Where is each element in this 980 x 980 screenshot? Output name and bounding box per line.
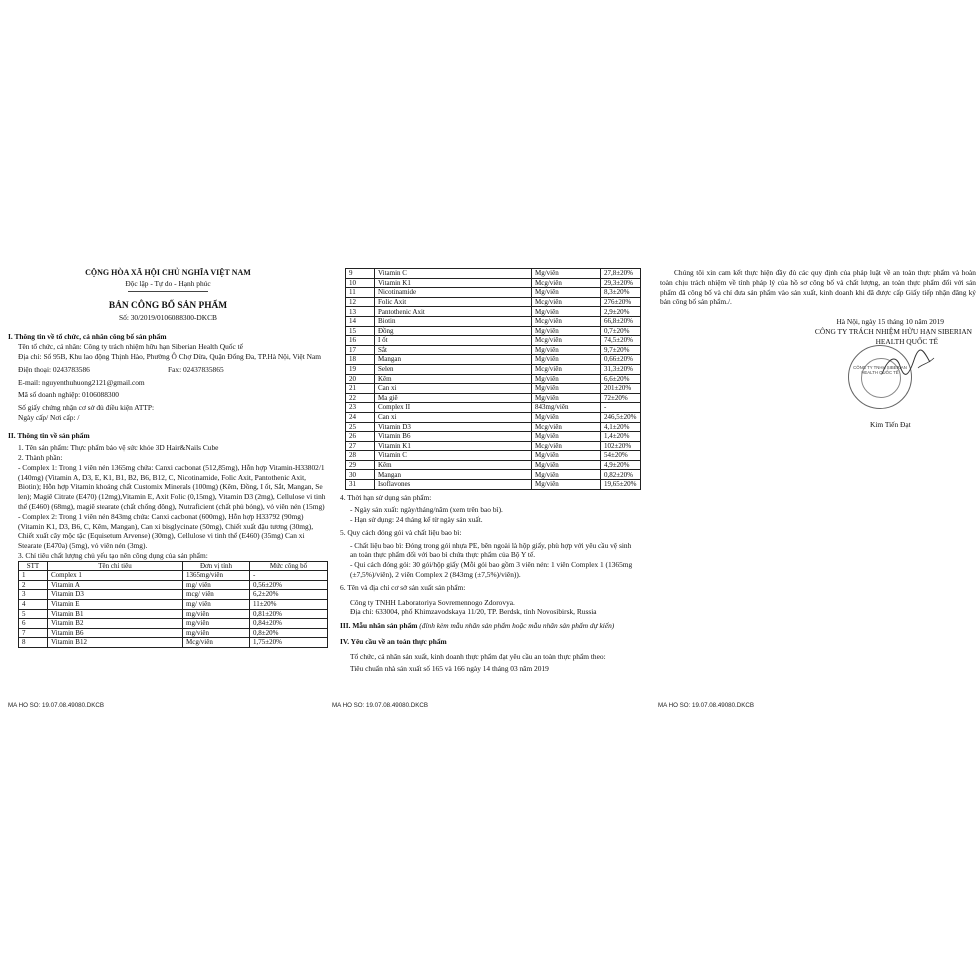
cell: Complex II [375, 403, 532, 413]
cell: Vitamin B6 [48, 628, 183, 638]
table-row [19, 571, 328, 581]
table-header: Mức công bố [250, 561, 328, 571]
cell: Mg/viên [532, 412, 601, 422]
table-row [346, 451, 641, 461]
shelf-life-1: - Ngày sản xuất: ngày/tháng/năm (xem trên bao bì). [350, 505, 503, 515]
cell: Mg/viên [532, 451, 601, 461]
cell: 276±20% [601, 297, 641, 307]
cell: 0,82±20% [601, 470, 641, 480]
cell: Folic Axit [375, 297, 532, 307]
table-row [346, 326, 641, 336]
cell: 12 [346, 297, 375, 307]
cell: Pantothenic Axit [375, 307, 532, 317]
cell: 14 [346, 316, 375, 326]
cell: Vitamin B6 [375, 432, 532, 442]
cell: 5 [19, 609, 48, 619]
cell: 23 [346, 403, 375, 413]
cell: 0,56±20% [250, 580, 328, 590]
table-row [19, 599, 328, 609]
cell: 9 [346, 269, 375, 279]
table-row [346, 316, 641, 326]
cell: Selen [375, 364, 532, 374]
page-1-footer: MA HO SO: 19.07.08.49080.DKCB [8, 702, 104, 709]
cell: 22 [346, 393, 375, 403]
cell: 6 [19, 619, 48, 629]
cell: 1,4±20% [601, 432, 641, 442]
cell: 30 [346, 470, 375, 480]
republic-header: CỘNG HÒA XÃ HỘI CHỦ NGHĨA VIỆT NAM [85, 268, 251, 277]
cell: 28 [346, 451, 375, 461]
cell: Mangan [375, 470, 532, 480]
email: E-mail: nguyenthuhuong2121@gmail.com [18, 377, 145, 387]
cell: 8,3±20% [601, 288, 641, 298]
cell: Mcg/viên [183, 638, 250, 648]
cell: Vitamin E [48, 599, 183, 609]
cell: 15 [346, 326, 375, 336]
certificate-date: Ngày cấp/ Nơi cấp: / [18, 412, 80, 422]
product-name: 1. Tên sản phẩm: Thực phẩm bảo vệ sức khỏe 3D Hair&Nails Cube [18, 443, 219, 453]
cell: Mg/viên [532, 307, 601, 317]
cell: mg/ viên [183, 599, 250, 609]
cell: 6,2±20% [250, 590, 328, 600]
cell: 27,8±20% [601, 269, 641, 279]
cell: - [250, 571, 328, 581]
table-row [346, 278, 641, 288]
cell: 1365mg/viên [183, 571, 250, 581]
cell: 9,7±20% [601, 345, 641, 355]
cell: Ma giê [375, 393, 532, 403]
cell: Mg/viên [532, 393, 601, 403]
cell: Đồng [375, 326, 532, 336]
cell: Mg/viên [532, 384, 601, 394]
cell: Mg/viên [532, 432, 601, 442]
table-row [346, 393, 641, 403]
table-header: Tên chỉ tiêu [48, 561, 183, 571]
company-line-1: CÔNG TY TRÁCH NHIỆM HỮU HẠN SIBERIAN [814, 326, 972, 336]
phone: Điện thoại: 0243783586 [18, 364, 90, 374]
page-3-footer: MA HO SO: 19.07.08.49080.DKCB [658, 702, 754, 709]
cell: 29,3±20% [601, 278, 641, 288]
cell: Vitamin K1 [375, 278, 532, 288]
cell: 16 [346, 336, 375, 346]
cell: 24 [346, 412, 375, 422]
cell: 72±20% [601, 393, 641, 403]
cell: Can xi [375, 384, 532, 394]
cell: 102±20% [601, 441, 641, 451]
complex-2-text: - Complex 2: Trong 1 viên nén 843mg chứa: Canxi cacbonat (600mg), Hỗn hợp H33792 (90mg) (Vitamin K1, D3, B6, C, Kẽm, Mangan), Can xi bisglycinate (50mg), Chiết xuất đậu tương (30mg), Chiết xuất cây mộc tặc (Equisetum Arvense) (30mg), Cellulose vi tinh thể (E460) (35mg) Can xi Stearate (E470a) (5mg), vỏ viên nén (3mg). [18, 511, 314, 551]
page-title: BẢN CÔNG BỐ SẢN PHẨM [108, 301, 228, 312]
cell: 4,9±20% [601, 460, 641, 470]
certificate: Số giấy chứng nhận cơ sở đủ điều kiện ATTP: [18, 403, 155, 413]
cell: 8 [19, 638, 48, 648]
cell: 3 [19, 590, 48, 600]
manufacturer-name: Công ty TNHH Laboratoriya Sovremennogo Zdorovya. [350, 597, 515, 607]
table-row [346, 336, 641, 346]
cell: Vitamin B12 [48, 638, 183, 648]
cell: 74,5±20% [601, 336, 641, 346]
cell: I ốt [375, 336, 532, 346]
quality-table [18, 561, 328, 648]
cell: Sắt [375, 345, 532, 355]
cell: Vitamin A [48, 580, 183, 590]
cell: Complex 1 [48, 571, 183, 581]
cell: 27 [346, 441, 375, 451]
table-row [346, 345, 641, 355]
cell: 0,66±20% [601, 355, 641, 365]
section-2-title: II. Thông tin về sản phẩm [8, 430, 90, 440]
cell: 11 [346, 288, 375, 298]
page-1 [8, 268, 328, 648]
cell: 2 [19, 580, 48, 590]
fax: Fax: 02437835865 [168, 364, 224, 374]
contact-row [8, 365, 328, 375]
table-row [346, 432, 641, 442]
cell: Mg/viên [532, 470, 601, 480]
cell: Vitamin B2 [48, 619, 183, 629]
cell: Mcg/viên [532, 422, 601, 432]
cell: 29 [346, 460, 375, 470]
cell: Kẽm [375, 374, 532, 384]
cell: Nicotinamide [375, 288, 532, 298]
cell: - [601, 403, 641, 413]
section-3-title: III. Mẫu nhãn sản phẩm [340, 621, 418, 631]
cell: Vitamin C [375, 269, 532, 279]
composition-title: 2. Thành phần: [18, 453, 63, 463]
table-row [346, 355, 641, 365]
cell: Vitamin D3 [375, 422, 532, 432]
table-row [19, 590, 328, 600]
cell: 66,8±20% [601, 316, 641, 326]
table-row [346, 422, 641, 432]
table-header: Đơn vị tính [183, 561, 250, 571]
cell: 31 [346, 480, 375, 490]
cell: 54±20% [601, 451, 641, 461]
cell: Mcg/viên [532, 297, 601, 307]
cell: 18 [346, 355, 375, 365]
table-row [346, 412, 641, 422]
cell: 201±20% [601, 384, 641, 394]
cell: 0,81±20% [250, 609, 328, 619]
table-header: STT [19, 561, 48, 571]
table-row [19, 638, 328, 648]
table-row [346, 288, 641, 298]
table-row [346, 441, 641, 451]
section-4-title: IV. Yêu cầu về an toàn thực phẩm [340, 636, 447, 646]
page-2 [340, 268, 640, 674]
cell: 20 [346, 374, 375, 384]
stamp-text: CÔNG TY TNHH SIBERIAN HEALTH QUỐC TẾ [853, 365, 907, 375]
cell: Isoflavones [375, 480, 532, 490]
section-4-text: Tổ chức, cá nhân sản xuất, kinh doanh thực phẩm đạt yêu cầu an toàn thực phẩm theo: [350, 651, 606, 661]
cell: 11±20% [250, 599, 328, 609]
page-2-footer: MA HO SO: 19.07.08.49080.DKCB [332, 702, 428, 709]
company-line-2: HEALTH QUỐC TẾ [875, 336, 938, 346]
divider [128, 291, 208, 292]
cell: 21 [346, 384, 375, 394]
table-row [346, 269, 641, 279]
section-4-standard: Tiêu chuẩn nhà sản xuất số 165 và 166 ngày 14 tháng 03 năm 2019 [350, 664, 549, 674]
table-row [19, 580, 328, 590]
cell: Mg/viên [532, 355, 601, 365]
cell: mcg/ viên [183, 590, 250, 600]
cell: Mg/viên [532, 326, 601, 336]
org-name: Tên tổ chức, cá nhân: Công ty trách nhiệm hữu hạn Siberian Health Quốc tế [18, 342, 243, 352]
cell: Mcg/viên [532, 316, 601, 326]
quality-table-continued [345, 268, 641, 490]
cell: 25 [346, 422, 375, 432]
signing-date: Hà Nội, ngày 15 tháng 10 năm 2019 [836, 317, 944, 327]
table-row [346, 480, 641, 490]
section-1-title: I. Thông tin về tổ chức, cá nhân công bố sản phẩm [8, 332, 167, 342]
cell: Mg/viên [532, 374, 601, 384]
cell: 0,8±20% [250, 628, 328, 638]
cell: 19 [346, 364, 375, 374]
section-3-note: (đính kèm mẫu nhãn sản phẩm hoặc mẫu nhãn sản phẩm dự kiến) [419, 621, 615, 631]
quality-title: 3. Chỉ tiêu chất lượng chủ yếu tạo nên công dụng của sản phẩm: [18, 550, 208, 560]
section-3 [340, 621, 640, 631]
manufacturer-address: Địa chỉ: 633004, phố Khimzavodskaya 11/20, TP. Berdsk, tỉnh Novosibirsk, Russia [350, 607, 597, 617]
cell: Vitamin B1 [48, 609, 183, 619]
cell: Mcg/viên [532, 441, 601, 451]
table-header-row [19, 561, 328, 571]
packaging-material: - Chất liệu bao bì: Đóng trong gói nhựa PE, bên ngoài là hộp giấy, phù hợp với yêu cầu vệ sinh an toàn thực phẩm đối với bao bì chứa thực phẩm của Bộ Y tế. [350, 540, 632, 560]
cell: 10 [346, 278, 375, 288]
cell: 0,7±20% [601, 326, 641, 336]
table-row [19, 628, 328, 638]
shelf-life-2: - Hạn sử dụng: 24 tháng kể từ ngày sản xuất. [350, 515, 483, 525]
table-row [346, 470, 641, 480]
org-address: Địa chỉ: Số 95B, Khu lao động Thịnh Hào, Phường Ô Chợ Dừa, Quận Đống Đa, TP.Hà Nội, Việt Nam [18, 352, 321, 362]
cell: 19,65±20% [601, 480, 641, 490]
signer-name: Kim Tiến Đạt [870, 420, 911, 429]
cell: Mangan [375, 355, 532, 365]
cell: 13 [346, 307, 375, 317]
cell: 26 [346, 432, 375, 442]
table-row [346, 374, 641, 384]
complex-1-text: - Complex 1: Trong 1 viên nén 1365mg chứa: Canxi cacbonat (512,85mg), Hỗn hợp Vitamin-H33802/1 (140mg) (Vitamin A, D3, E, K1, B1, B2, B6, B12, C, Nicotinamide, Folic Axit, Pantothenic Axit, Biotin); Hỗn hợp Vitamin khoáng chất Customix Minerals (100mg) (Kẽm, Đồng, I ốt, Sắt, Mangan, Se len); Magiê Citrate (E470) (12mg),Vitamin E, Axit Folic (0,15mg), Vitamin D3 (2mg), Cellulose vi tinh thể (E460) (68mg), magiê stearate (chất chống đông), Nutraficient (chất phủ bóng), vỏ viên nén (15mg) [18, 462, 326, 511]
cell: Mg/viên [532, 480, 601, 490]
cell: 843mg/viên [532, 403, 601, 413]
packaging-title: 5. Quy cách đóng gói và chất liệu bao bì: [340, 527, 462, 537]
cell: 246,5±20% [601, 412, 641, 422]
cell: 7 [19, 628, 48, 638]
cell: Mg/viên [532, 288, 601, 298]
shelf-life-title: 4. Thời hạn sử dụng sản phẩm: [340, 492, 432, 502]
signature-icon [878, 348, 938, 384]
cell: 31,3±20% [601, 364, 641, 374]
tax-code: Mã số doanh nghiệp: 0106088300 [18, 390, 119, 400]
cell: 4,1±20% [601, 422, 641, 432]
cell: 6,6±20% [601, 374, 641, 384]
table-row [346, 307, 641, 317]
table-row [346, 297, 641, 307]
cell: mg/viên [183, 609, 250, 619]
cell: Biotin [375, 316, 532, 326]
cell: Mcg/viên [532, 336, 601, 346]
cell: Kẽm [375, 460, 532, 470]
packaging-spec: - Qui cách đóng gói: 30 gói/hộp giấy (Mỗi gói bao gồm 3 viên nén: 1 viên Complex 1 (1365mg (±7,5%)/viên), 2 viên Complex 2 (843mg (±7,5%)/viên)). [350, 560, 633, 580]
cell: Vitamin D3 [48, 590, 183, 600]
cell: 17 [346, 345, 375, 355]
cell: 4 [19, 599, 48, 609]
cell: Mg/viên [532, 460, 601, 470]
cell: Vitamin C [375, 451, 532, 461]
cell: Mcg/viên [532, 364, 601, 374]
cell: mg/viên [183, 619, 250, 629]
table-row [346, 460, 641, 470]
cell: mg/ viên [183, 580, 250, 590]
manufacturer-title: 6. Tên và địa chỉ cơ sở sản xuất sản phẩm: [340, 582, 466, 592]
motto: Độc lập - Tự do - Hạnh phúc [125, 278, 211, 288]
cell: 2,9±20% [601, 307, 641, 317]
table-row [19, 619, 328, 629]
document-number: Số: 30/2019/0106088300-DKCB [119, 312, 217, 322]
table-row [346, 364, 641, 374]
commitment-text: Chúng tôi xin cam kết thực hiện đầy đủ các quy định của pháp luật về an toàn thực phẩm và hoàn toàn chịu trách nhiệm về tính pháp lý của hồ sơ công bố và chất lượng, an toàn thực phẩm đối với sản phẩm đã công bố và chỉ đưa sản phẩm vào sản xuất, kinh doanh khi đã được cấp Giấy tiếp nhận đăng ký bản công bố sản phẩm./. [660, 268, 976, 307]
cell: Mg/viên [532, 345, 601, 355]
page-3 [660, 268, 976, 346]
cell: Vitamin K1 [375, 441, 532, 451]
cell: mg/viên [183, 628, 250, 638]
table-row [346, 403, 641, 413]
cell: Mcg/viên [532, 278, 601, 288]
cell: 1,75±20% [250, 638, 328, 648]
cell: Can xi [375, 412, 532, 422]
cell: 1 [19, 571, 48, 581]
table-row [346, 384, 641, 394]
cell: 0,84±20% [250, 619, 328, 629]
table-row [19, 609, 328, 619]
cell: Mg/viên [532, 269, 601, 279]
